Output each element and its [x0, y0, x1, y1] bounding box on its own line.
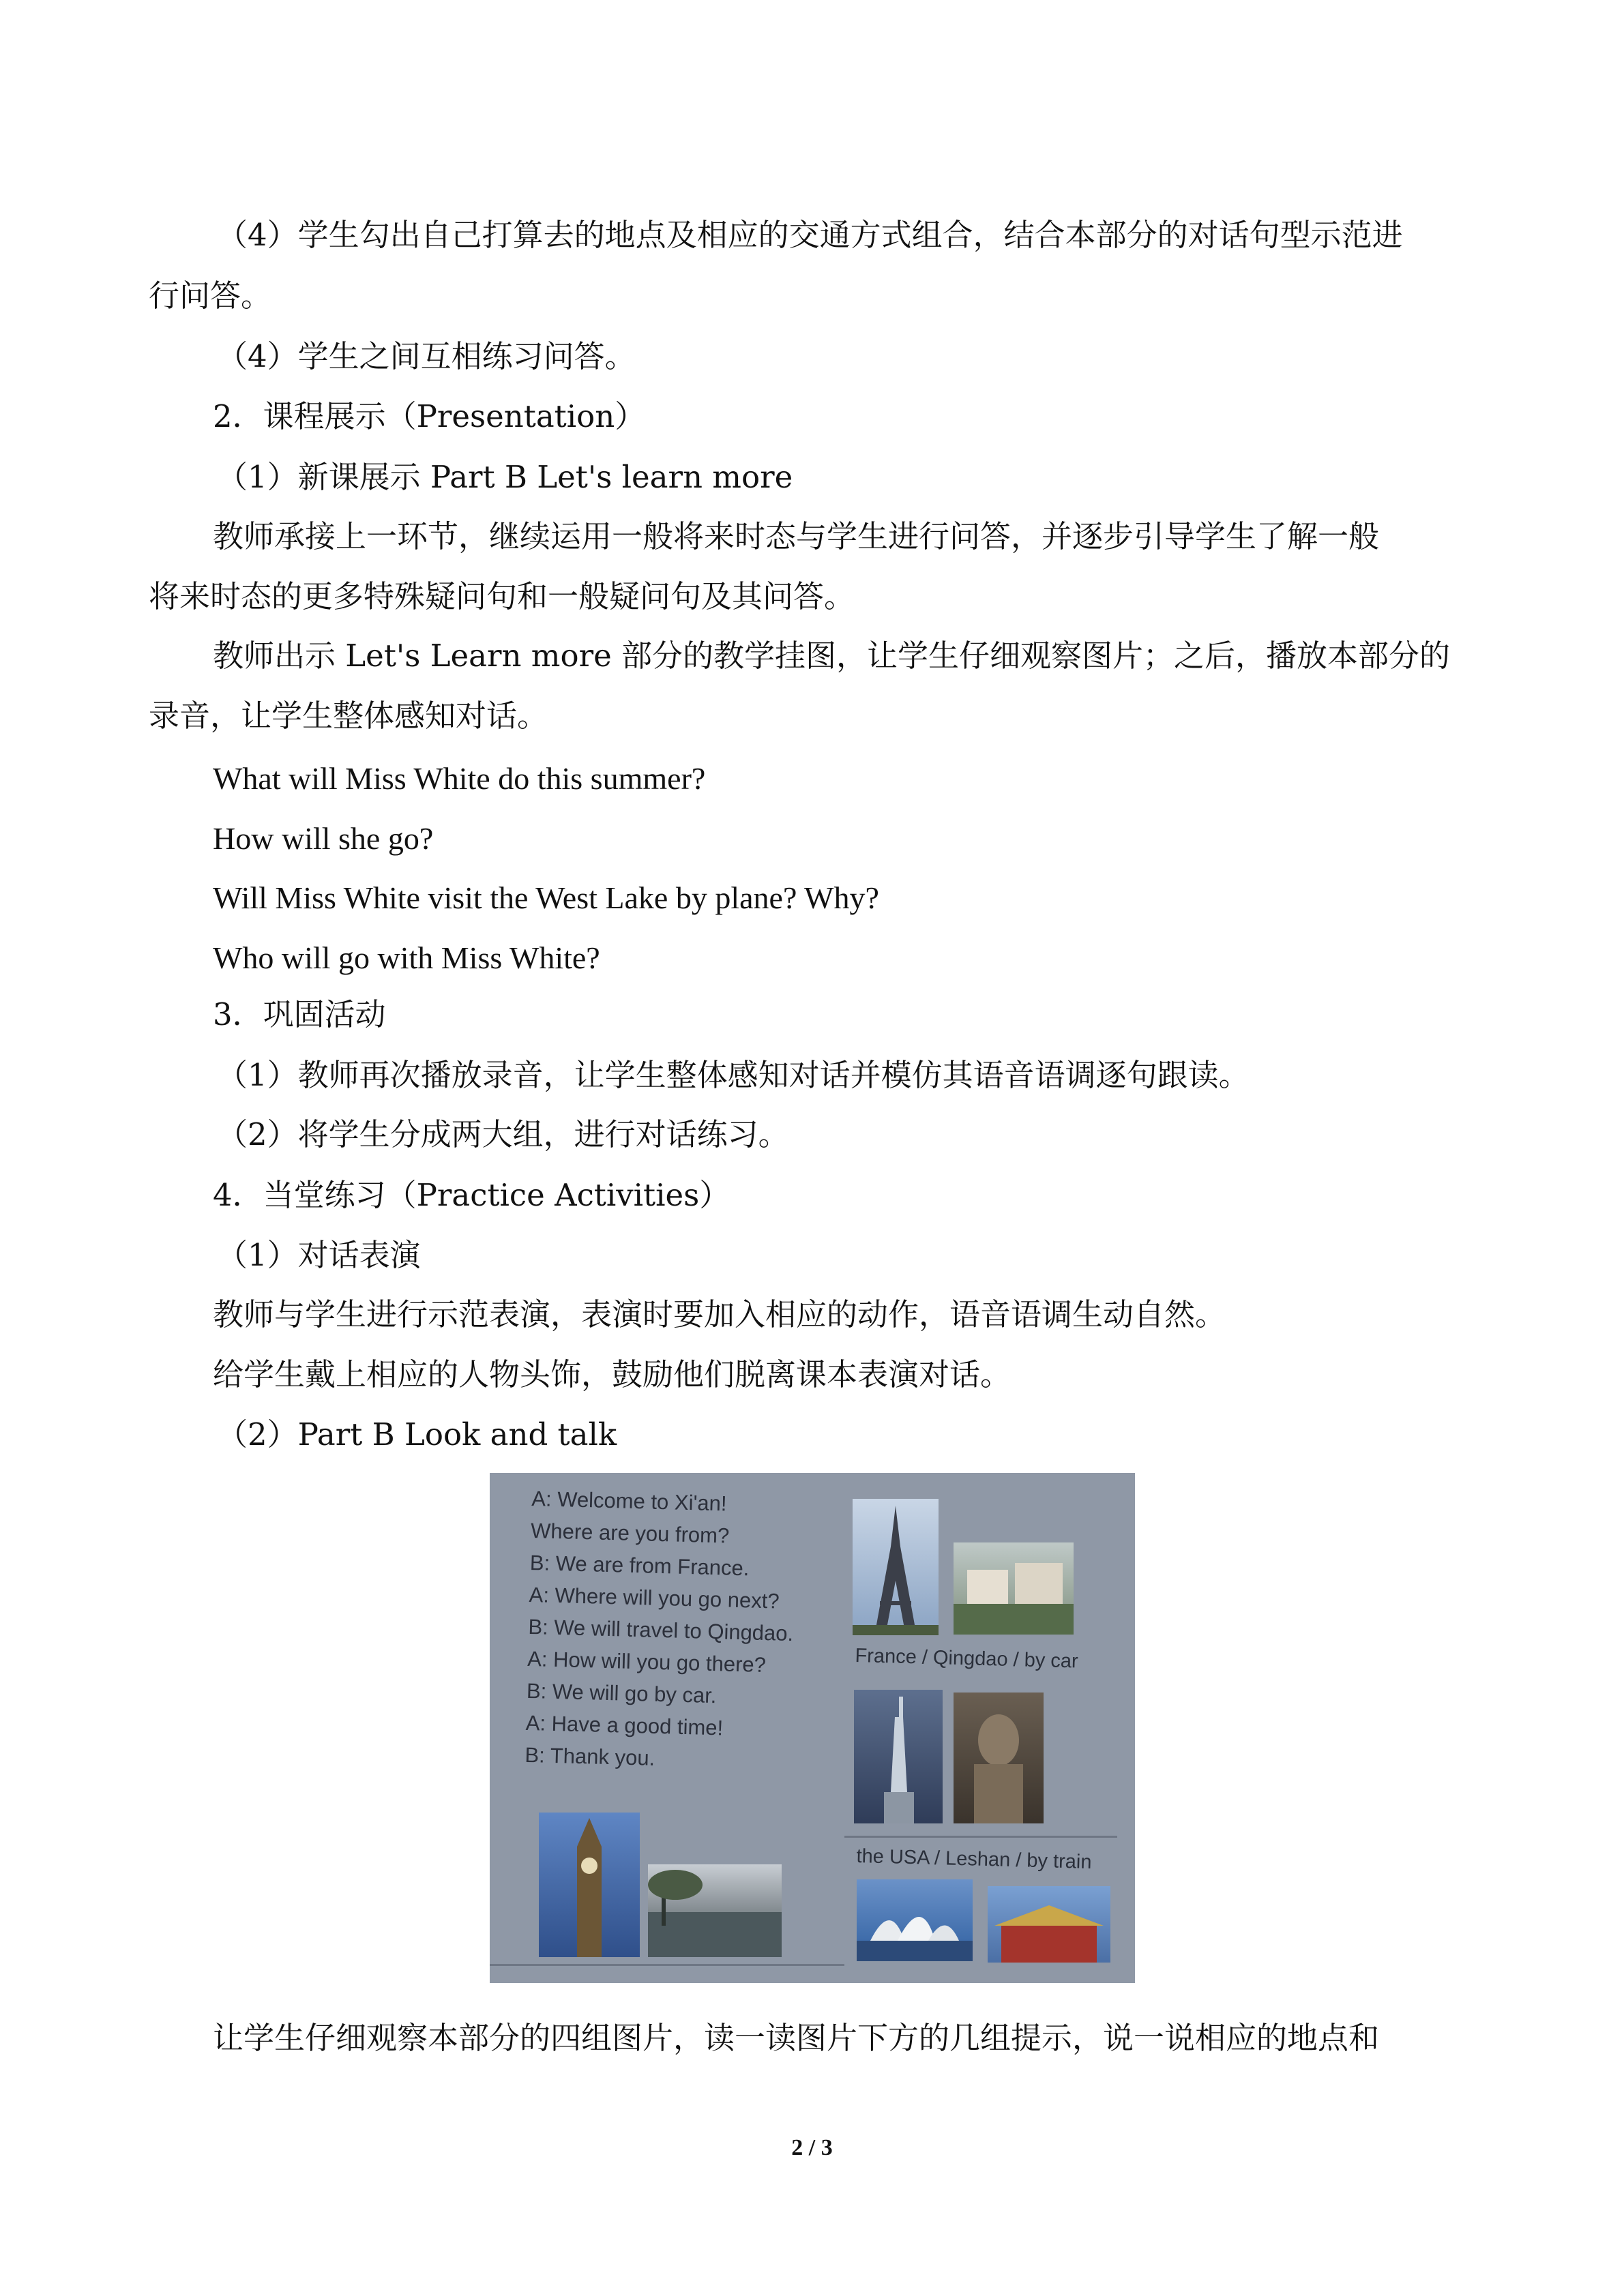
subsection-heading: （1）对话表演: [217, 1237, 421, 1273]
section-heading: 3．巩固活动: [213, 996, 386, 1032]
subsection-heading: （1）新课展示 Part B Let's learn more: [217, 459, 793, 495]
big-ben-image: [539, 1813, 640, 1957]
paragraph-line: 将来时态的更多特殊疑问句和一般疑问句及其问答。: [149, 578, 855, 614]
textbook-photo: [490, 1473, 1135, 1983]
page-number: 2 / 3: [791, 2135, 833, 2160]
dialogue-text: [525, 1482, 797, 1778]
eiffel-tower-image: [853, 1499, 939, 1635]
caption-label: the USA / Leshan / by train: [856, 1845, 1092, 1874]
dialogue-line: Where are you from?: [530, 1518, 730, 1548]
divider: [490, 1964, 844, 1966]
paragraph-line: 行问答。: [149, 278, 272, 314]
opera-house-image: [857, 1879, 973, 1961]
paragraph-line: （2）将学生分成两大组，进行对话练习。: [217, 1116, 789, 1152]
paragraph-line: 教师承接上一环节，继续运用一般将来时态与学生进行问答，并逐步引导学生了解一般: [213, 518, 1380, 554]
paragraph-line: （4）学生之间互相练习问答。: [217, 338, 636, 374]
dialogue-line: A: Welcome to Xi'an!: [531, 1486, 727, 1516]
question-line: Will Miss White visit the West Lake by plane? Why?: [213, 880, 879, 915]
dialogue-line: B: We will travel to Qingdao.: [528, 1614, 794, 1646]
paragraph-line: 给学生戴上相应的人物头饰，鼓励他们脱离课本表演对话。: [213, 1356, 1012, 1392]
subsection-heading: （2）Part B Look and talk: [217, 1416, 617, 1452]
paragraph-line: 教师出示 Let's Learn more 部分的教学挂图，让学生仔细观察图片；之后，播放本部分的: [213, 638, 1451, 674]
section-heading: 4．当堂练习（Practice Activities）: [213, 1177, 730, 1213]
question-line: How will she go?: [213, 821, 434, 856]
paragraph-line: 录音，让学生整体感知对话。: [149, 698, 548, 734]
paragraph-line: 教师与学生进行示范表演，表演时要加入相应的动作，语音语调生动自然。: [213, 1296, 1226, 1332]
question-line: Who will go with Miss White?: [213, 940, 600, 975]
dialogue-line: A: Have a good time!: [525, 1710, 724, 1740]
paragraph-line: 让学生仔细观察本部分的四组图片，读一读图片下方的几组提示，说一说相应的地点和: [213, 2020, 1380, 2056]
statue-of-liberty-image: [854, 1690, 943, 1823]
section-heading: 2．课程展示（Presentation）: [213, 398, 646, 434]
paragraph-line: （4）学生勾出自己打算去的地点及相应的交通方式组合，结合本部分的对话句型示范进: [217, 217, 1403, 253]
paragraph-line: （1）教师再次播放录音，让学生整体感知对话并模仿其语音语调逐句跟读。: [217, 1057, 1250, 1093]
dialogue-line: B: Thank you.: [525, 1742, 655, 1770]
dialogue-line: B: We are from France.: [529, 1550, 750, 1581]
question-line: What will Miss White do this summer?: [213, 761, 706, 796]
leshan-buddha-image: [954, 1693, 1044, 1823]
qingdao-image: [954, 1542, 1074, 1635]
dialogue-line: A: How will you go there?: [527, 1646, 767, 1678]
west-lake-image: [648, 1864, 782, 1957]
dialogue-line: B: We will go by car.: [526, 1678, 717, 1708]
caption-label: France / Qingdao / by car: [855, 1645, 1079, 1673]
divider: [844, 1836, 1117, 1838]
dialogue-line: A: Where will you go next?: [529, 1582, 780, 1613]
tiananmen-image: [988, 1886, 1110, 1963]
